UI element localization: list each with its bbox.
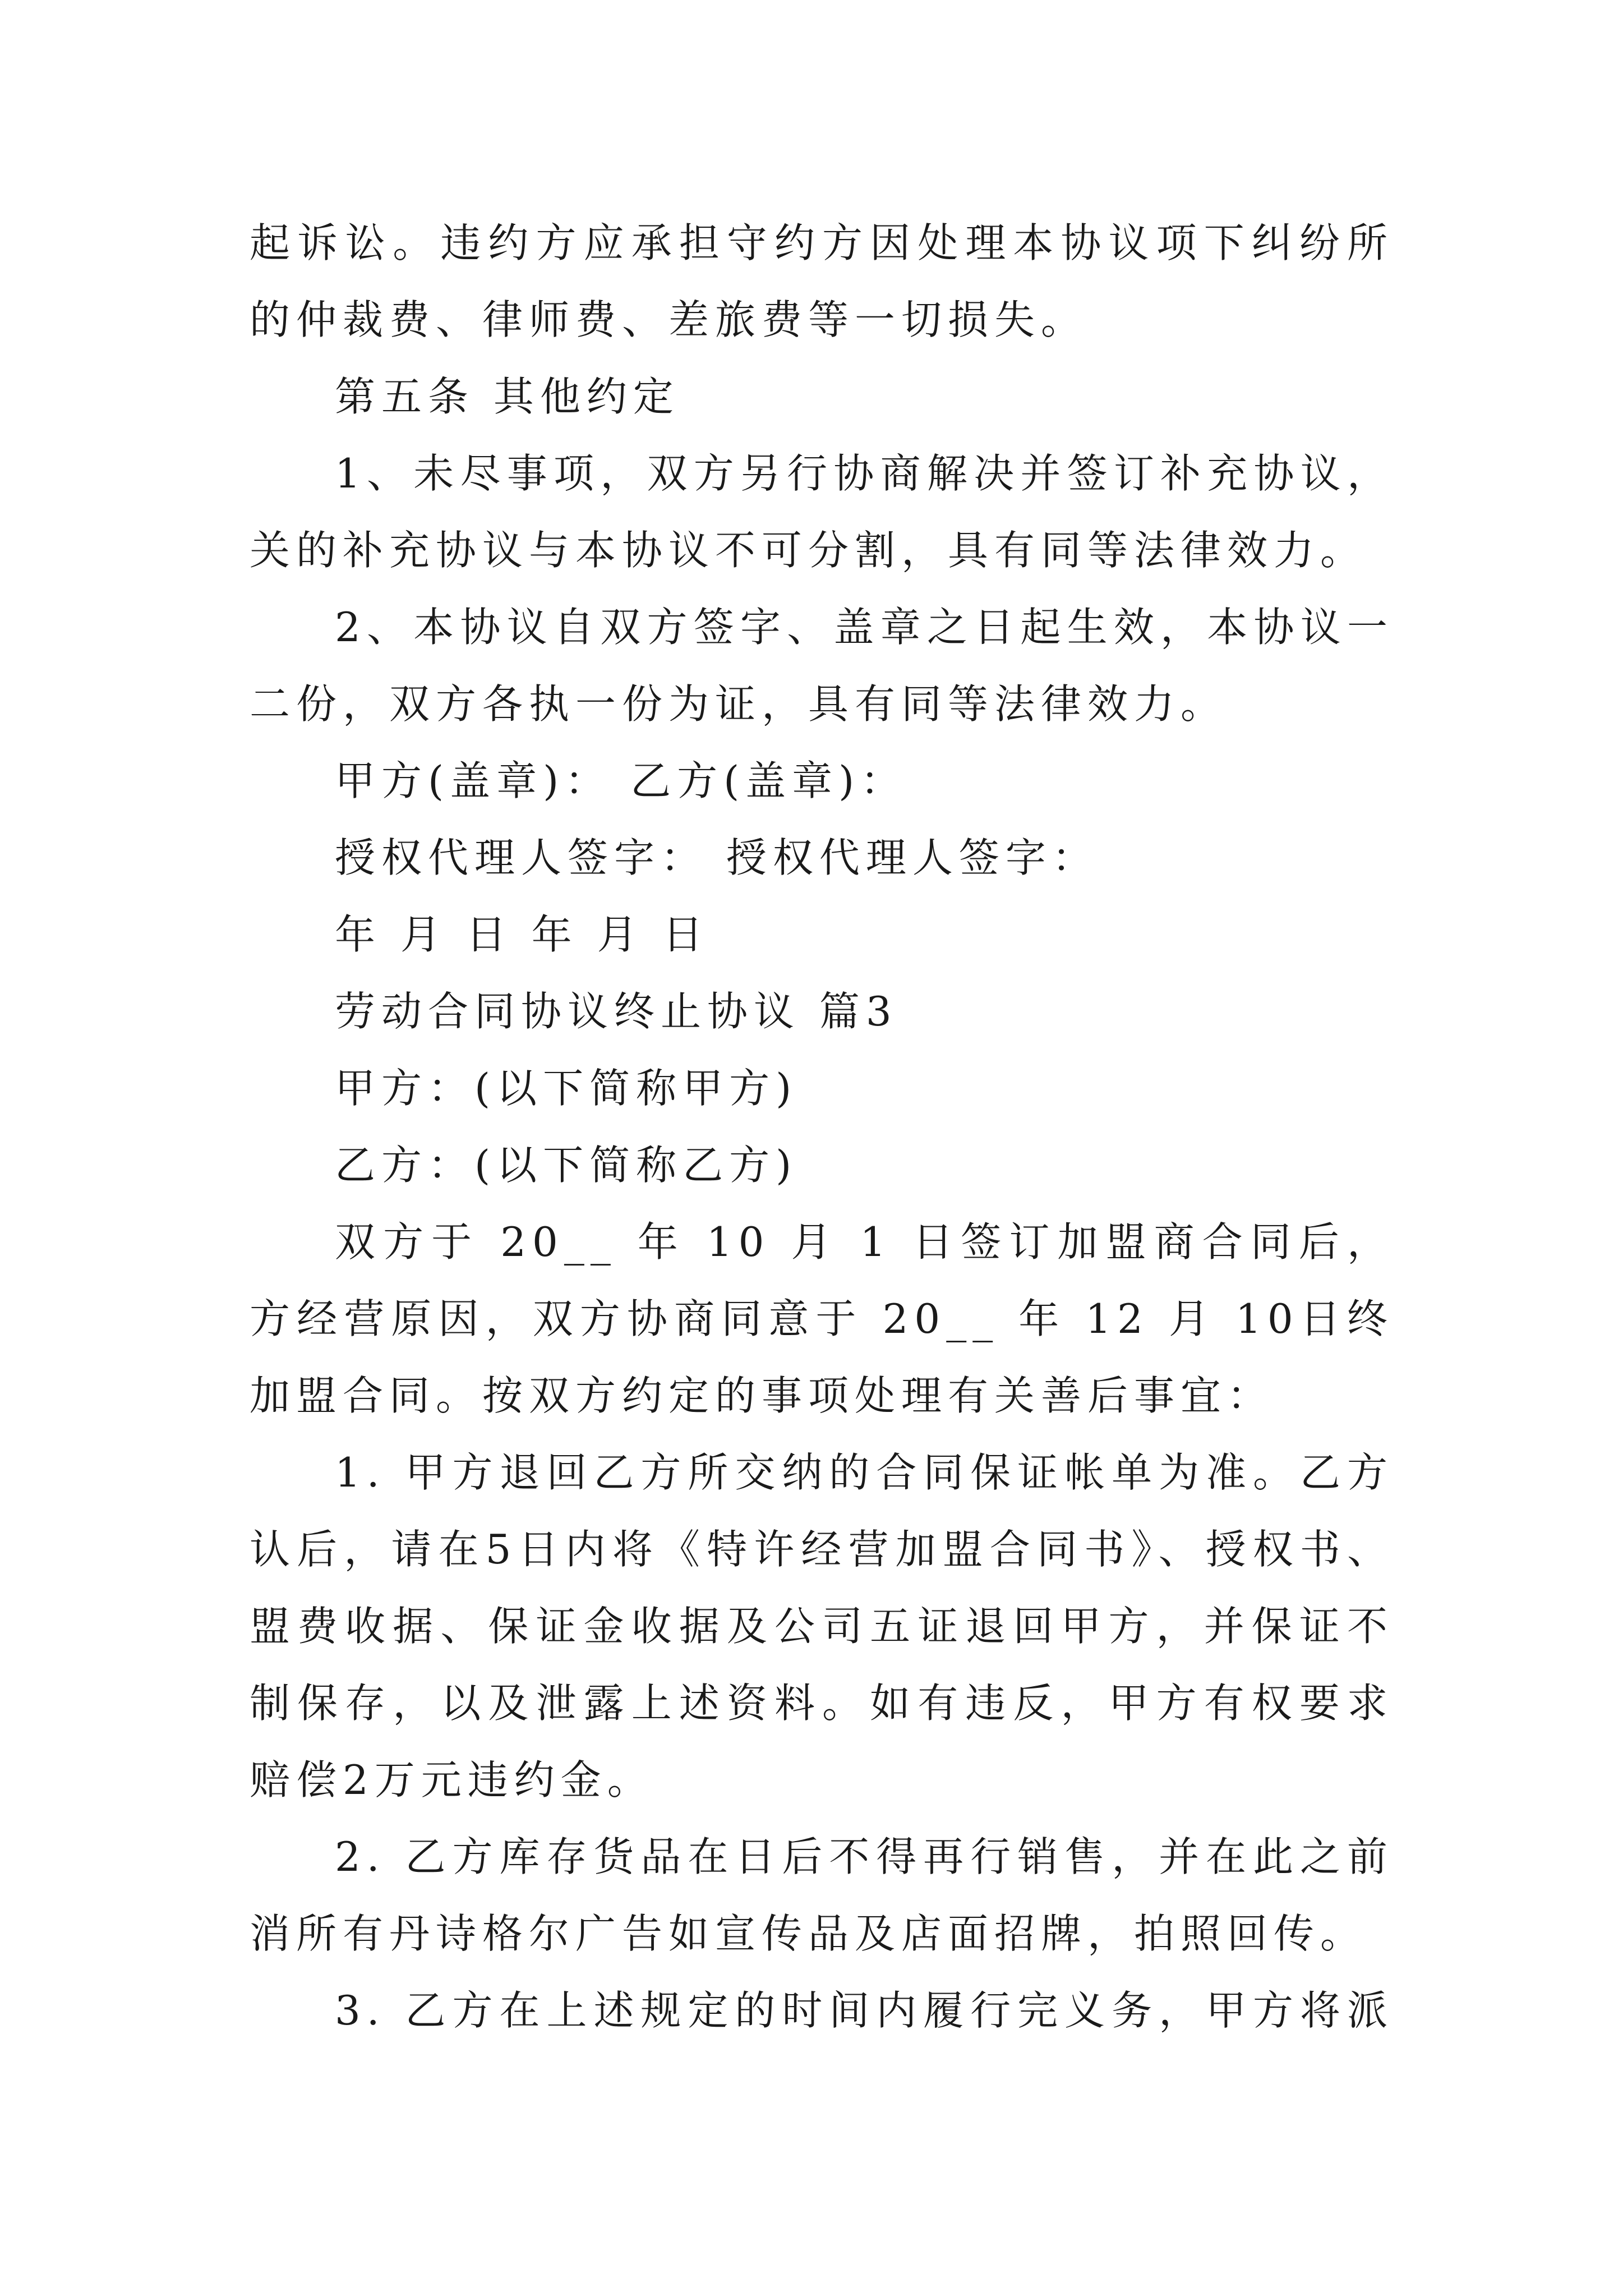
text-line: 二份，双方各执一份为证，具有同等法律效力。: [250, 680, 1228, 728]
party-a-line: 甲方：(以下简称甲方): [335, 1065, 798, 1112]
text-line: 2. 乙方库存货品在日后不得再行销售，并在此之前: [335, 1833, 1394, 1880]
text-line: 1. 甲方退回乙方所交纳的合同保证帐单为准。乙方: [335, 1449, 1394, 1496]
text-line: 方经营原因，双方协商同意于 20__ 年 12 月 10日终: [250, 1295, 1394, 1342]
document-title: 劳动合同协议终止协议 篇3: [335, 988, 898, 1035]
text-line: 加盟合同。按双方约定的事项处理有关善后事宜：: [250, 1372, 1274, 1419]
document-body: [250, 205, 1394, 2049]
text-line: 双方于 20__ 年 10 月 1 日签订加盟商合同后，: [335, 1218, 1394, 1266]
signature-seal-line: 甲方(盖章)： 乙方(盖章)：: [335, 757, 907, 804]
text-line: 的仲裁费、律师费、差旅费等一切损失。: [250, 296, 1088, 343]
text-line: 制保存，以及泄露上述资料。如有违反，甲方有权要求: [250, 1680, 1394, 1727]
party-b-line: 乙方：(以下简称乙方): [335, 1142, 798, 1189]
text-line: 2、本协议自双方签字、盖章之日起生效，本协议一: [335, 604, 1394, 651]
text-line: 消所有丹诗格尔广告如宣传品及店面招牌，拍照回传。: [250, 1910, 1367, 1957]
text-line: 盟费收据、保证金收据及公司五证退回甲方，并保证不: [250, 1603, 1394, 1650]
text-line: 起诉讼。违约方应承担守约方因处理本协议项下纠纷所: [250, 219, 1394, 266]
text-line: 1、未尽事项，双方另行协商解决并签订补充协议，: [335, 450, 1394, 497]
text-line: 关的补充协议与本协议不可分割，具有同等法律效力。: [250, 527, 1367, 574]
signature-date-line: 年 月 日 年 月 日: [335, 911, 709, 958]
text-line: 认后，请在5日内将《特许经营加盟合同书》、授权书、: [250, 1526, 1394, 1573]
signature-agent-line: 授权代理人签字： 授权代理人签字：: [335, 834, 1099, 881]
text-line: 赔偿2万元违约金。: [250, 1756, 654, 1803]
section-heading: 第五条 其他约定: [335, 373, 680, 420]
text-line: 3. 乙方在上述规定的时间内履行完义务，甲方将派: [335, 1987, 1394, 2034]
